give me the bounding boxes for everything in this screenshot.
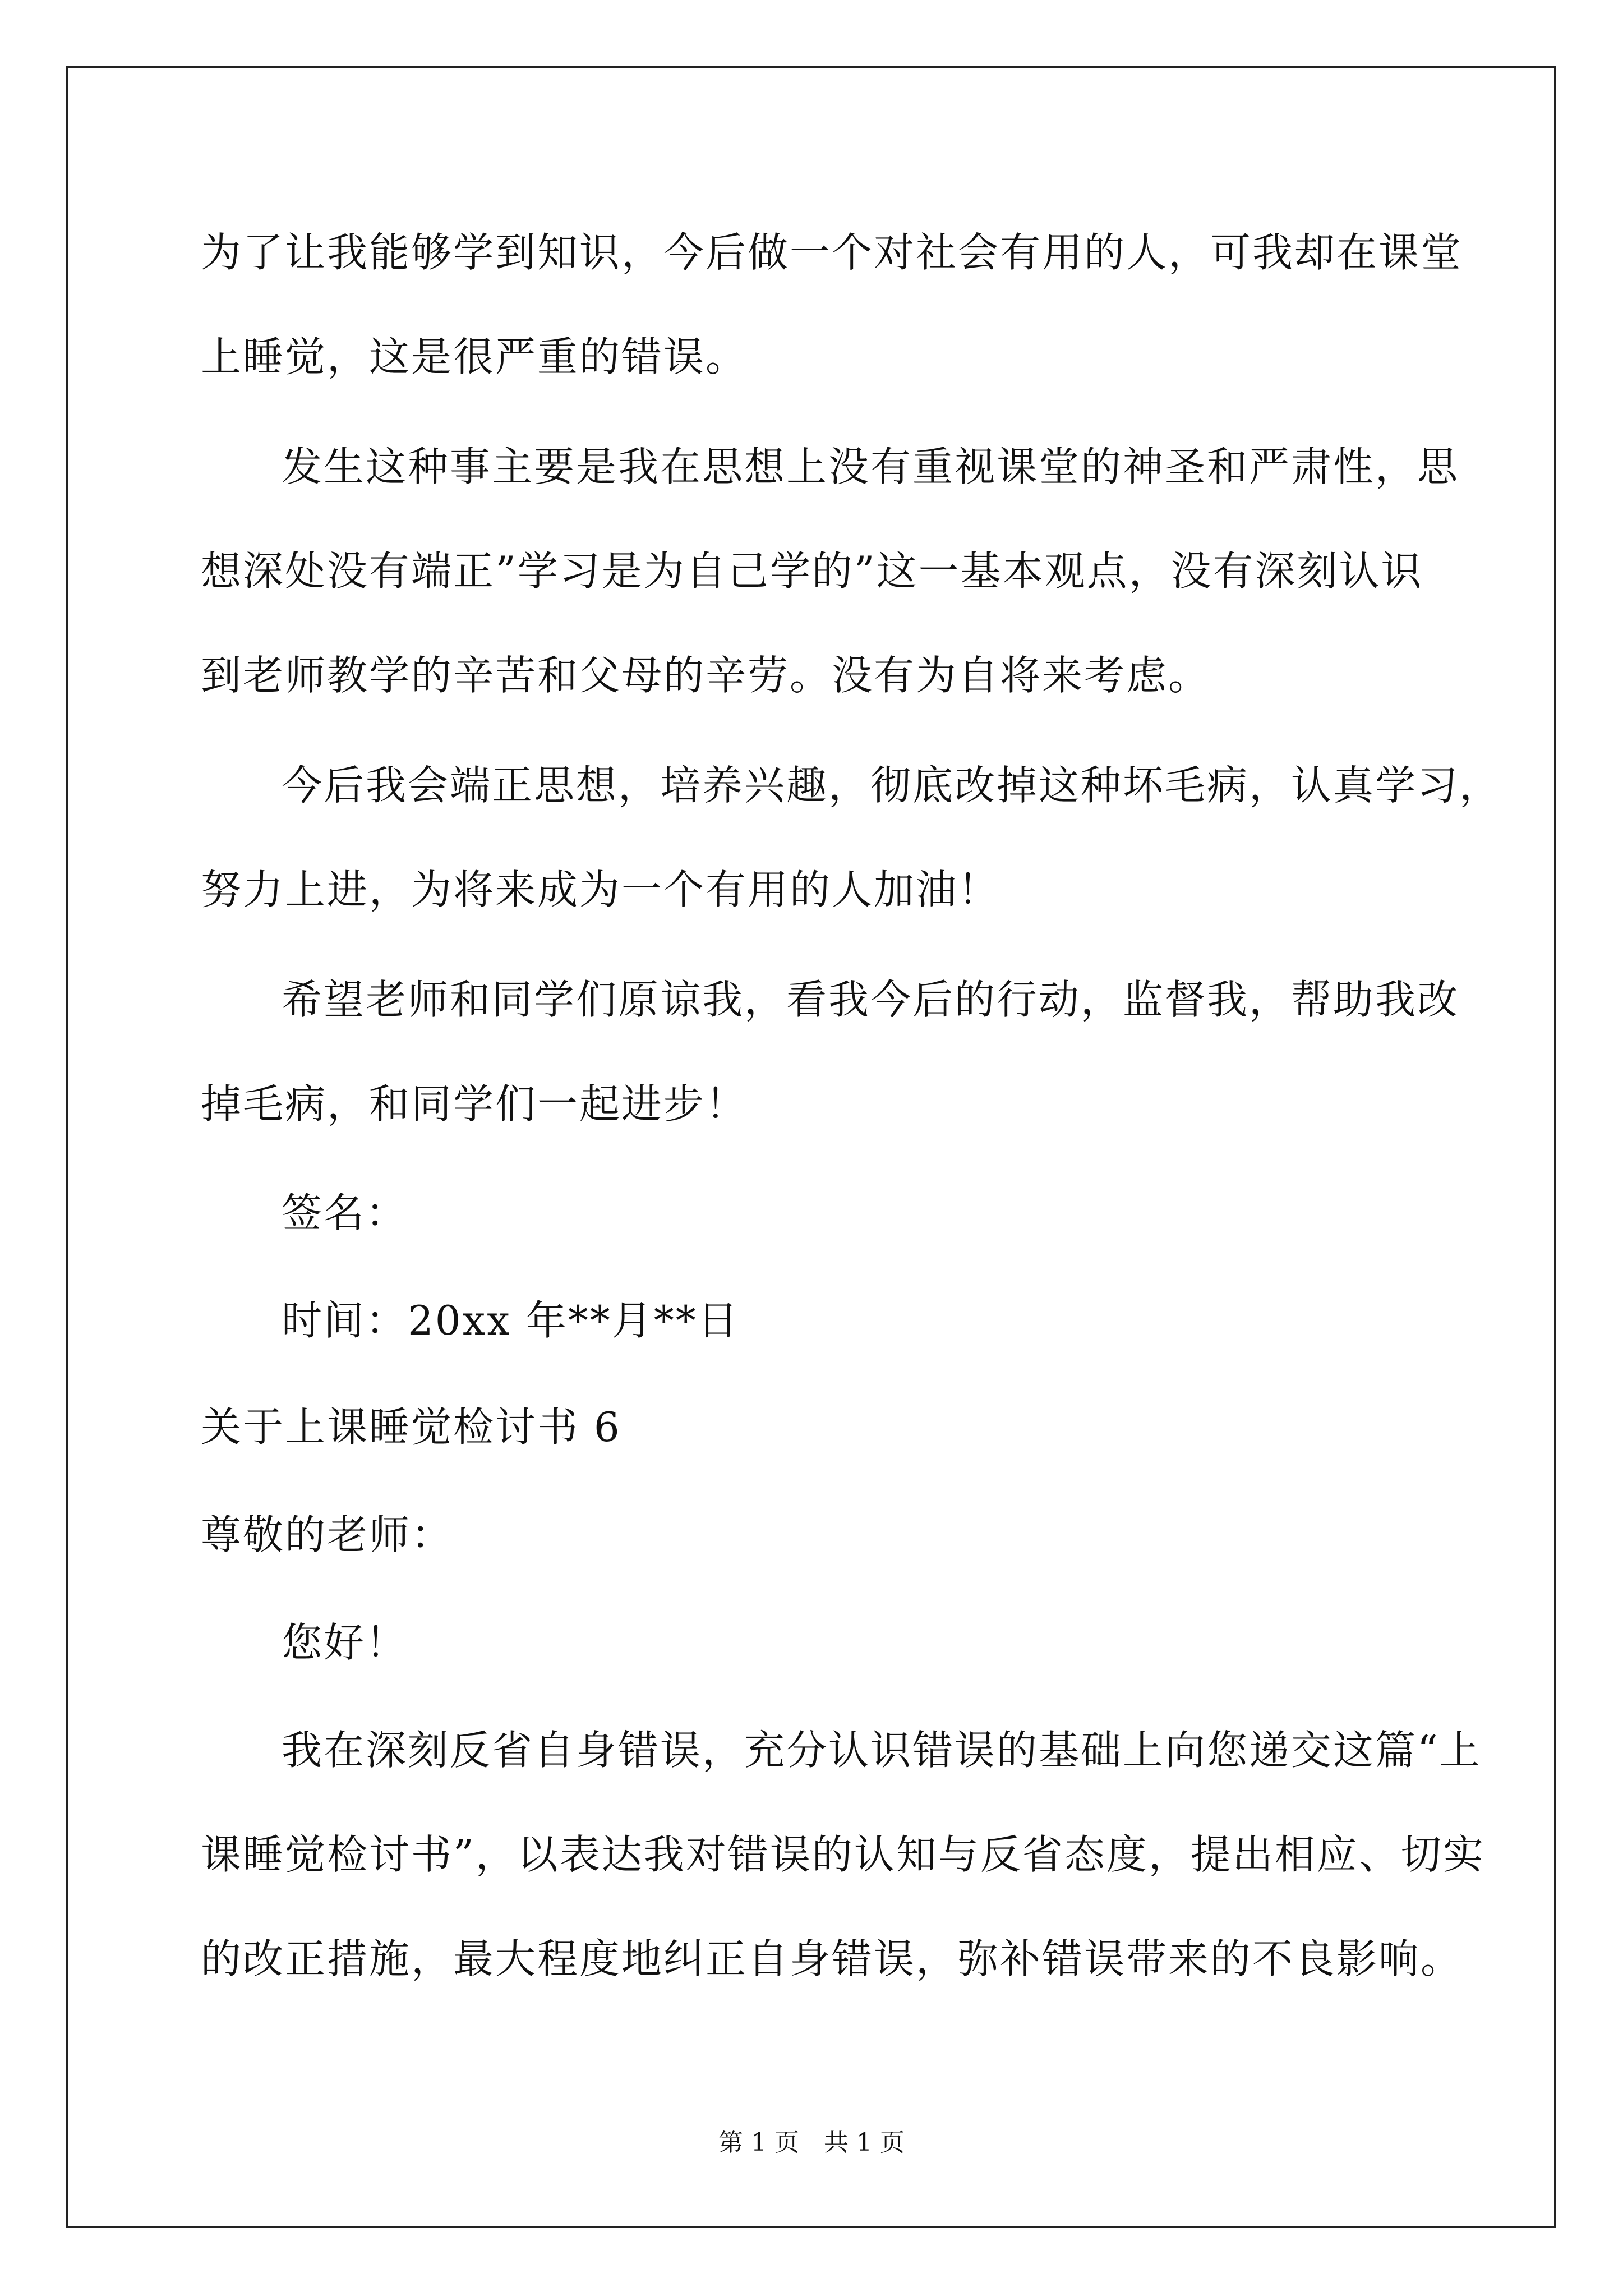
body-line: 为了让我能够学到知识，今后做一个对社会有用的人，可我却在课堂 [201,229,1463,276]
date-line: 时间：20xx 年**月**日 [282,1297,740,1344]
body-line: 努力上进，为将来成为一个有用的人加油！ [201,866,1000,913]
body-line: 掉毛病，和同学们一起进步！ [201,1080,748,1128]
body-line: 想深处没有端正”学习是为自己学的”这一基本观点，没有深刻认识 [201,547,1423,595]
signature-label: 签名： [282,1189,408,1236]
paragraph-line: 希望老师和同学们原谅我，看我今后的行动，监督我，帮助我改 [282,976,1460,1023]
paragraph-line: 今后我会端正思想，培养兴趣，彻底改掉这种坏毛病，认真学习， [282,762,1502,809]
greeting: 您好！ [282,1619,408,1666]
section-title: 关于上课睡觉检讨书 6 [201,1404,621,1451]
body-line: 课睡觉检讨书”，以表达我对错误的认知与反省态度，提出相应、切实 [201,1831,1485,1878]
paragraph-line: 我在深刻反省自身错误，充分认识错误的基础上向您递交这篇“上 [282,1727,1482,1774]
page-border [66,66,1556,2228]
salutation: 尊敬的老师： [201,1511,454,1558]
body-line: 到老师教学的辛苦和父母的辛劳。没有为自将来考虑。 [201,652,1211,699]
page-number: 第 1 页 共 1 页 [718,2128,905,2157]
paragraph-line: 发生这种事主要是我在思想上没有重视课堂的神圣和严肃性，思 [282,443,1460,490]
body-line: 上睡觉，这是很严重的错误。 [201,333,748,380]
body-line: 的改正措施，最大程度地纠正自身错误，弥补错误带来的不良影响。 [201,1935,1463,1982]
